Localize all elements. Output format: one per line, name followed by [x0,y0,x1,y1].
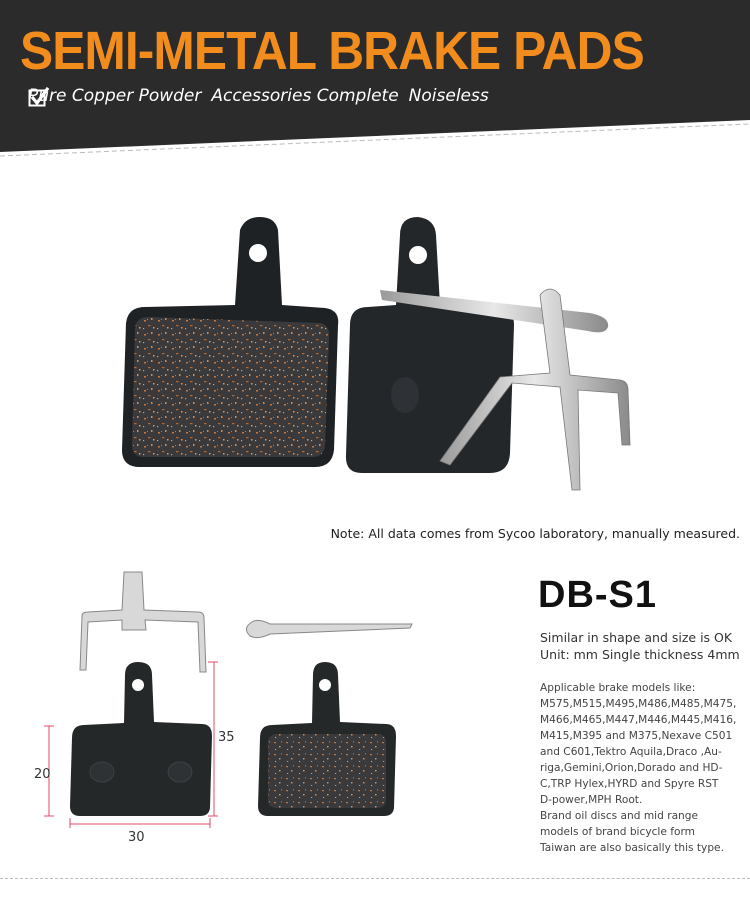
feature-label: Pure Copper Powder [28,86,202,106]
dimension-height-label: 35 [218,730,235,745]
dimension-diagram [20,560,440,860]
feature-label: Noiseless [408,86,489,106]
compatibility-line: M575,M515,M495,M486,M485,M475, [540,698,737,710]
model-name: DB-S1 [538,574,658,616]
bottom-divider [0,878,750,879]
spring-clip-drawing [80,572,206,672]
feature-list [28,86,489,106]
page-title: SEMI-METAL BRAKE PADS [20,21,644,81]
compatibility-line: Applicable brake models like: [540,682,696,694]
cotter-pin-drawing [246,620,412,637]
checkbox-checked-icon [28,86,50,108]
compatibility-line: models of brand bicycle form [540,826,695,838]
feature-item [409,86,489,106]
pad-front-drawing [258,662,396,816]
brake-pad-front [122,217,338,467]
header-banner [0,0,750,160]
compatibility-line: Brand oil discs and mid range [540,810,699,822]
compatibility-line: C,TRP Hylex,HYRD and Spyre RST [540,778,719,790]
feature-label: Accessories Complete [211,86,399,106]
shape-note: Similar in shape and size is OK [540,630,733,645]
brake-pad-back [346,217,514,473]
pad-back-drawing [70,662,212,816]
compatibility-line: M466,M465,M447,M446,M445,M416, [540,714,737,726]
compatibility-line: riga,Gemini,Orion,Dorado and HD- [540,762,723,774]
compatibility-line: and C601,Tektro Aquila,Draco ,Au- [540,746,722,758]
feature-item [28,86,201,106]
dimension-pad-height-label: 20 [34,767,51,782]
compatibility-line: M415,M395 and M375,Nexave C501 [540,730,733,742]
lab-note: Note: All data comes from Sycoo laboratory, manually measured. [330,526,740,541]
compatibility-line: D-power,MPH Root. [540,794,643,806]
compatibility-list [540,680,745,856]
compatibility-line: Taiwan are also basically this type. [540,842,724,854]
product-photo [100,205,680,505]
feature-item [211,86,398,106]
dimension-width-label: 30 [128,830,145,845]
unit-line: Unit: mm Single thickness 4mm [540,647,740,662]
